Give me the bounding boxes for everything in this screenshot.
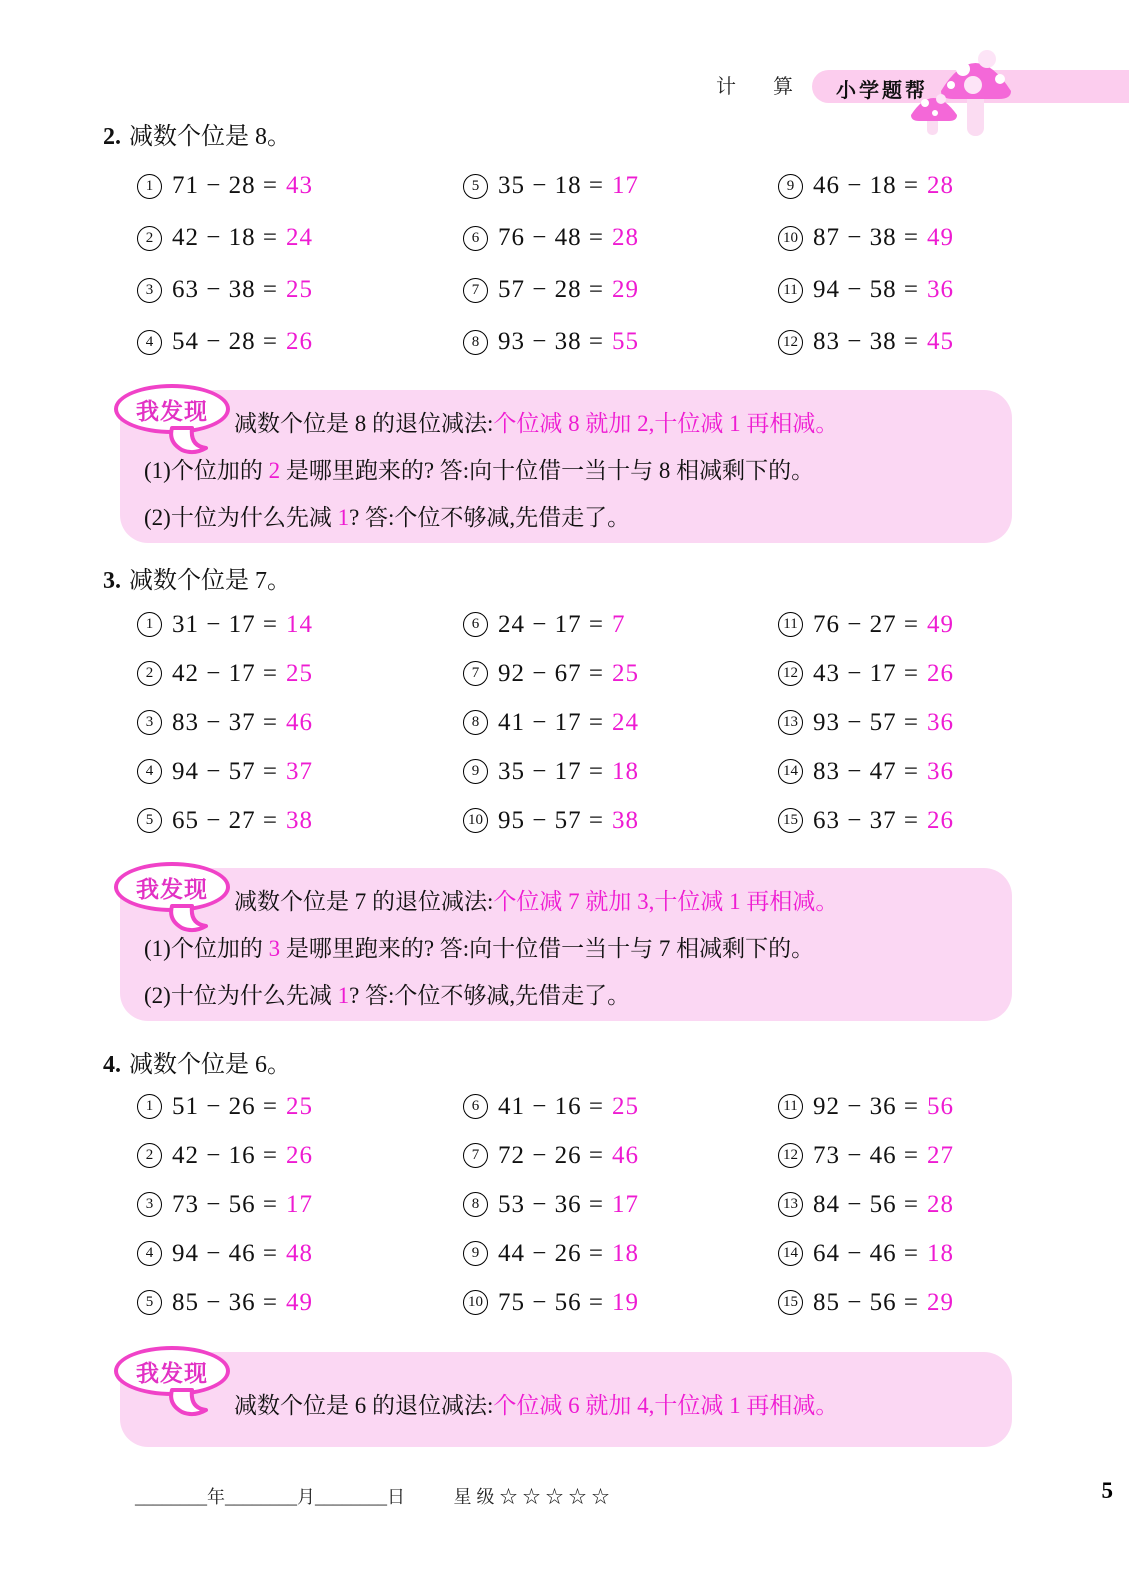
problem-answer: 36 (926, 276, 954, 303)
discovery-text-segment: ? 答:个位不够减,先借走了。 (349, 983, 631, 1008)
problem-expression: 83 − 37 = (172, 708, 278, 736)
section-heading (103, 1044, 291, 1079)
problem-number: 2 (137, 226, 162, 251)
problem (137, 660, 463, 688)
problem-answer: 25 (611, 659, 639, 687)
problem-expression: 92 − 67 = (498, 659, 604, 687)
section-number: 3. (103, 568, 121, 594)
problem-expression: 51 − 26 = (172, 1092, 278, 1120)
problem (778, 1093, 1012, 1121)
problem-number: 13 (778, 1192, 803, 1217)
speech-tail-icon (166, 426, 208, 456)
problem-number: 2 (137, 661, 162, 686)
problem-expression: 73 − 56 = (172, 1190, 278, 1218)
problem-number: 12 (778, 330, 803, 355)
problem-expression: 35 − 18 = (498, 172, 604, 199)
problem-expression: 93 − 38 = (498, 328, 604, 355)
problem-answer: 25 (285, 659, 313, 687)
problem-answer: 37 (285, 757, 313, 785)
problem-number: 4 (137, 759, 162, 784)
problem-number: 10 (463, 808, 488, 833)
problem (778, 328, 1012, 356)
problem-number: 6 (463, 612, 488, 637)
problem (137, 224, 463, 252)
problem-expression: 63 − 37 = (813, 806, 919, 834)
problem (778, 660, 1012, 688)
problem-expression: 24 − 17 = (498, 610, 604, 638)
discovery-line (144, 972, 1012, 1019)
discovery-text-segment: 1 (337, 983, 350, 1008)
date-blanks: ________年________月________日 (135, 1487, 405, 1507)
problem-answer: 26 (926, 659, 954, 687)
problem-grid (137, 600, 1012, 845)
problem (778, 611, 1012, 639)
problem-answer: 38 (611, 806, 639, 834)
speech-tail-icon (166, 1388, 208, 1418)
problem-answer: 28 (926, 1190, 954, 1218)
problem-number: 13 (778, 710, 803, 735)
problem-expression: 64 − 46 = (813, 1239, 919, 1267)
discovery-text-segment: 减数个位是 6 的退位减法: (234, 1393, 494, 1418)
problem-expression: 41 − 17 = (498, 708, 604, 736)
section-title: 减数个位是 8。 (129, 124, 291, 150)
problem-expression: 87 − 38 = (813, 224, 919, 251)
discovery-text-segment: 个位减 7 就加 3,十位减 1 再相减。 (493, 889, 839, 914)
problem-expression: 95 − 57 = (498, 806, 604, 834)
problem (778, 709, 1012, 737)
problem-answer: 48 (285, 1239, 313, 1267)
problem (463, 758, 778, 786)
problem (463, 807, 778, 835)
problem-number: 6 (463, 226, 488, 251)
problem-expression: 31 − 17 = (172, 610, 278, 638)
discovery-line (234, 400, 1012, 447)
problem (463, 1191, 778, 1219)
problem-number: 10 (778, 226, 803, 251)
problem-number: 9 (463, 1241, 488, 1266)
problem-answer: 38 (285, 806, 313, 834)
problem-answer: 18 (926, 1239, 954, 1267)
problem (137, 758, 463, 786)
problem (463, 611, 778, 639)
problem-answer: 36 (926, 757, 954, 785)
problem-answer: 29 (926, 1288, 954, 1316)
problem-answer: 18 (611, 757, 639, 785)
problem-number: 4 (137, 330, 162, 355)
problem (137, 276, 463, 304)
problem-expression: 63 − 38 = (172, 276, 278, 303)
problem-answer: 29 (611, 276, 639, 303)
problem (463, 660, 778, 688)
problem-number: 6 (463, 1094, 488, 1119)
problem-number: 1 (137, 174, 162, 199)
problem-number: 11 (778, 278, 803, 303)
problem-expression: 94 − 46 = (172, 1239, 278, 1267)
problem-answer: 49 (285, 1288, 313, 1316)
problem (137, 1093, 463, 1121)
problem-answer: 19 (611, 1288, 639, 1316)
problem-expression: 83 − 47 = (813, 757, 919, 785)
problem-answer: 43 (285, 172, 313, 199)
problem-expression: 83 − 38 = (813, 328, 919, 355)
problem-number: 2 (137, 1143, 162, 1168)
problem-answer: 24 (611, 708, 639, 736)
problem-number: 15 (778, 808, 803, 833)
problem-expression: 85 − 36 = (172, 1288, 278, 1316)
discovery-label (114, 1346, 236, 1402)
problem-expression: 72 − 26 = (498, 1141, 604, 1169)
problem-expression: 41 − 16 = (498, 1092, 604, 1120)
discovery-line (234, 878, 1012, 925)
problem-answer: 55 (611, 328, 639, 355)
problem (778, 276, 1012, 304)
speech-tail-icon (166, 904, 208, 934)
problem (463, 1093, 778, 1121)
problem-expression: 94 − 57 = (172, 757, 278, 785)
section-heading (103, 116, 291, 151)
problem-number: 5 (137, 1290, 162, 1315)
problem-number: 3 (137, 278, 162, 303)
problem-expression: 85 − 56 = (813, 1288, 919, 1316)
discovery-text-segment: 个位减 6 就加 4,十位减 1 再相减。 (493, 1393, 839, 1418)
problem (463, 709, 778, 737)
problem (463, 1240, 778, 1268)
problem-number: 4 (137, 1241, 162, 1266)
problem (778, 1191, 1012, 1219)
problem (778, 172, 1012, 200)
problem-number: 1 (137, 1094, 162, 1119)
discovery-text-segment: 减数个位是 7 的退位减法: (234, 889, 494, 914)
problem-answer: 46 (611, 1141, 639, 1169)
problem-expression: 84 − 56 = (813, 1190, 919, 1218)
problem-number: 5 (463, 174, 488, 199)
discovery-label-text: 我发现 (114, 862, 230, 912)
problem-answer: 7 (611, 610, 626, 638)
discovery-text-segment: (1)个位加的 (144, 458, 269, 483)
problem (463, 224, 778, 252)
discovery-text-segment: 3 (268, 936, 281, 961)
discovery-text-segment: 1 (337, 505, 350, 530)
discovery-bubble (120, 868, 1012, 1021)
section-number: 4. (103, 1052, 121, 1078)
problem-number: 9 (778, 174, 803, 199)
problem-number: 8 (463, 1192, 488, 1217)
problem-number: 8 (463, 330, 488, 355)
problem-answer: 26 (926, 806, 954, 834)
discovery-text-segment: 减数个位是 8 的退位减法: (234, 411, 494, 436)
problem-expression: 54 − 28 = (172, 328, 278, 355)
problem-number: 3 (137, 710, 162, 735)
discovery-text-segment: 是哪里跑来的? 答:向十位借一当十与 8 相减剩下的。 (280, 458, 815, 483)
problem-expression: 93 − 57 = (813, 708, 919, 736)
problem-expression: 42 − 18 = (172, 224, 278, 251)
section-title: 减数个位是 7。 (129, 568, 291, 594)
problem-expression: 71 − 28 = (172, 172, 278, 199)
problem-answer: 24 (285, 224, 313, 251)
discovery-bubble (120, 1352, 1012, 1447)
problem-number: 15 (778, 1290, 803, 1315)
discovery-text-segment: 2 (268, 458, 281, 483)
problem (137, 709, 463, 737)
discovery-line (144, 925, 1012, 972)
problem (463, 172, 778, 200)
problem-answer: 46 (285, 708, 313, 736)
discovery-text-segment: 个位减 8 就加 2,十位减 1 再相减。 (493, 411, 839, 436)
discovery-text-segment: (1)个位加的 (144, 936, 269, 961)
problem-answer: 28 (926, 172, 954, 199)
problem-expression: 53 − 36 = (498, 1190, 604, 1218)
discovery-line (144, 447, 1012, 494)
problem (463, 328, 778, 356)
problem-answer: 27 (926, 1141, 954, 1169)
problem-answer: 49 (926, 610, 954, 638)
problem (137, 328, 463, 356)
discovery-text-segment: (2)十位为什么先减 (144, 983, 338, 1008)
problem (137, 1240, 463, 1268)
problem-number: 10 (463, 1290, 488, 1315)
problem-expression: 42 − 16 = (172, 1141, 278, 1169)
problem (137, 1142, 463, 1170)
problem-expression: 76 − 48 = (498, 224, 604, 251)
section-heading (103, 560, 291, 595)
discovery-label-text: 我发现 (114, 384, 230, 434)
problem-expression: 44 − 26 = (498, 1239, 604, 1267)
problem-number: 7 (463, 278, 488, 303)
problem-answer: 49 (926, 224, 954, 251)
section-number: 2. (103, 124, 121, 150)
problem-expression: 35 − 17 = (498, 757, 604, 785)
problem-answer: 14 (285, 610, 313, 638)
discovery-text-segment: (2)十位为什么先减 (144, 505, 338, 530)
problem-number: 7 (463, 661, 488, 686)
header-category-label: 计 算 (716, 76, 809, 98)
problem-number: 7 (463, 1143, 488, 1168)
discovery-label (114, 862, 236, 918)
problem (137, 807, 463, 835)
problem-answer: 45 (926, 328, 954, 355)
problem-expression: 76 − 27 = (813, 610, 919, 638)
problem-answer: 25 (285, 276, 313, 303)
discovery-line (234, 1382, 1012, 1429)
problem-answer: 18 (611, 1239, 639, 1267)
discovery-bubble (120, 390, 1012, 543)
problem-expression: 65 − 27 = (172, 806, 278, 834)
problem-answer: 26 (285, 328, 313, 355)
problem-answer: 56 (926, 1092, 954, 1120)
problem-number: 12 (778, 1143, 803, 1168)
page-number: 5 (1101, 1478, 1113, 1503)
problem-expression: 73 − 46 = (813, 1141, 919, 1169)
problem (463, 276, 778, 304)
problem-number: 14 (778, 1241, 803, 1266)
discovery-text-segment: ? 答:个位不够减,先借走了。 (349, 505, 631, 530)
problem-number: 1 (137, 612, 162, 637)
problem-expression: 43 − 17 = (813, 659, 919, 687)
problem-expression: 57 − 28 = (498, 276, 604, 303)
problem (778, 1289, 1012, 1317)
problem-answer: 17 (611, 1190, 639, 1218)
problem (137, 172, 463, 200)
problem-number: 8 (463, 710, 488, 735)
discovery-label (114, 384, 236, 440)
brand-label: 小学题帮 (836, 80, 928, 102)
problem-answer: 17 (285, 1190, 313, 1218)
problem-answer: 36 (926, 708, 954, 736)
problem-answer: 28 (611, 224, 639, 251)
problem-answer: 17 (611, 172, 639, 199)
problem-expression: 46 − 18 = (813, 172, 919, 199)
problem (463, 1289, 778, 1317)
problem (778, 1240, 1012, 1268)
problem-expression: 94 − 58 = (813, 276, 919, 303)
problem-grid (137, 160, 1012, 368)
problem (137, 1191, 463, 1219)
discovery-text-segment: 是哪里跑来的? 答:向十位借一当十与 7 相减剩下的。 (280, 936, 815, 961)
problem (778, 807, 1012, 835)
problem-grid (137, 1082, 1012, 1327)
problem-number: 14 (778, 759, 803, 784)
problem (137, 611, 463, 639)
star-rating: 星级☆☆☆☆☆ (453, 1487, 615, 1507)
footer-date-line (135, 1483, 615, 1509)
problem-number: 11 (778, 612, 803, 637)
section-title: 减数个位是 6。 (129, 1052, 291, 1078)
problem-number: 9 (463, 759, 488, 784)
discovery-line (144, 494, 1012, 541)
problem-number: 11 (778, 1094, 803, 1119)
problem (778, 1142, 1012, 1170)
problem-answer: 25 (285, 1092, 313, 1120)
problem-expression: 75 − 56 = (498, 1288, 604, 1316)
problem (463, 1142, 778, 1170)
problem-answer: 25 (611, 1092, 639, 1120)
problem (137, 1289, 463, 1317)
problem-expression: 92 − 36 = (813, 1092, 919, 1120)
problem (778, 224, 1012, 252)
discovery-label-text: 我发现 (114, 1346, 230, 1396)
problem-number: 5 (137, 808, 162, 833)
problem-number: 3 (137, 1192, 162, 1217)
problem-expression: 42 − 17 = (172, 659, 278, 687)
problem-answer: 26 (285, 1141, 313, 1169)
problem-number: 12 (778, 661, 803, 686)
problem (778, 758, 1012, 786)
